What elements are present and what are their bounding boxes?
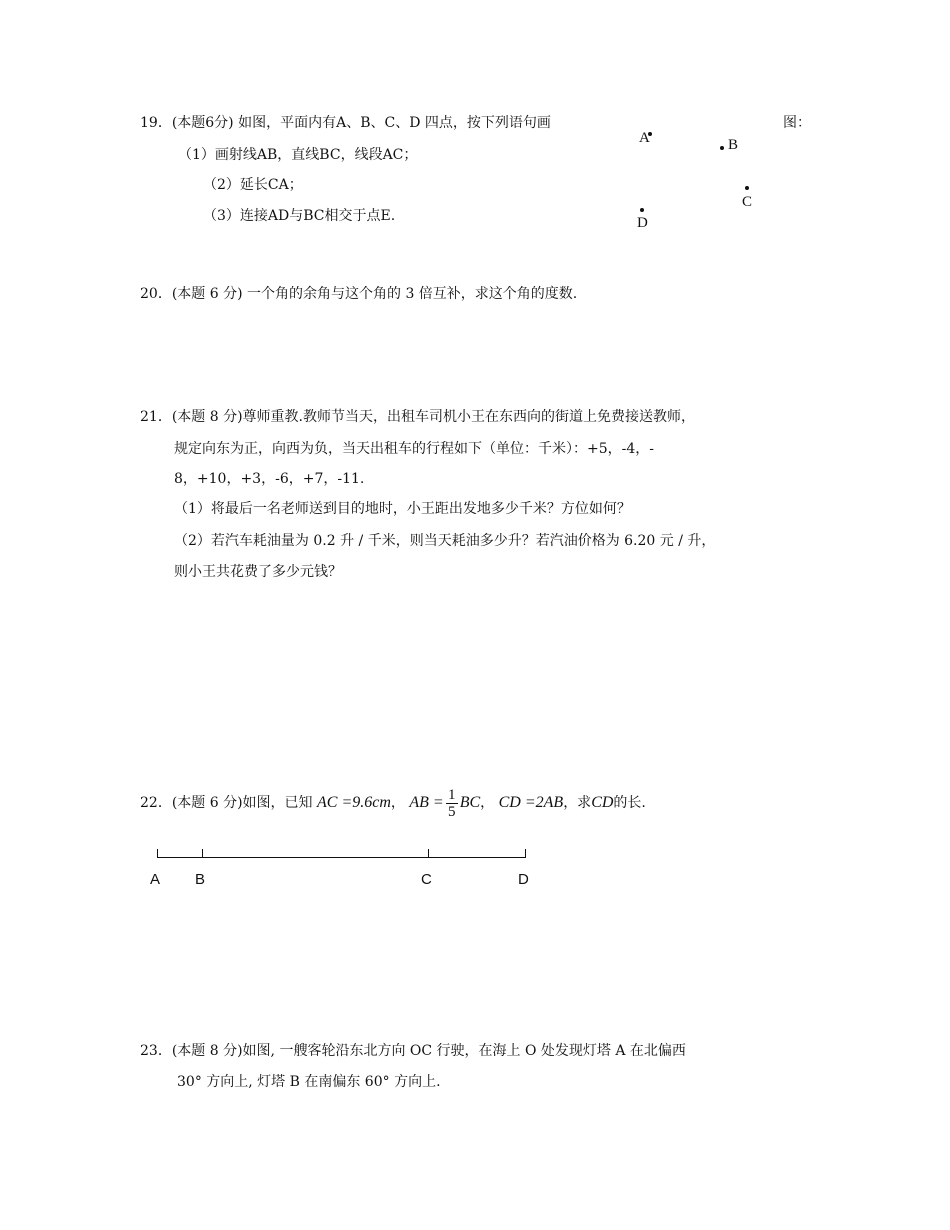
q22-sep-1: ，	[390, 795, 405, 811]
q22-eq-ab-right: BC	[459, 794, 481, 811]
tick-c	[428, 849, 429, 858]
q23-line-1: 23．(本题 8 分)如图, 一艘客轮沿东北方向 OC 行驶，在海上 O 处发现灯塔 A 在北偏西	[140, 1043, 686, 1059]
q22-fraction-denominator: 5	[447, 803, 456, 820]
point-c-dot	[745, 186, 749, 190]
q22-eq-cd-target: CD	[591, 794, 614, 811]
q19-stem: 19．(本题6分) 如图，平面内有A、B、C、D 四点，按下列语句画	[140, 115, 551, 131]
segment-label-a: A	[150, 871, 161, 888]
q22-suffix: 的长.	[613, 795, 646, 811]
q21-line-2: 规定向东为正，向西为负，当天出租车的行程如下（单位：千米）：+5，-4，-	[174, 441, 655, 457]
q22-eq-ab-left: AB =	[409, 794, 444, 811]
q19-item-1: （1）画射线AB，直线BC，线段AC；	[178, 147, 418, 163]
point-d-dot	[640, 208, 644, 212]
segment-label-d: D	[518, 871, 529, 888]
point-a-label: A	[639, 130, 650, 146]
tick-d	[525, 849, 526, 858]
point-b-label: B	[728, 137, 739, 153]
tick-b	[202, 849, 203, 858]
segment-label-c: C	[421, 871, 432, 888]
q23-line-2: 30° 方向上, 灯塔 B 在南偏东 60° 方向上.	[177, 1074, 441, 1090]
q22-stem	[140, 786, 646, 820]
q22-fraction-numerator: 1	[446, 787, 458, 804]
q22-prefix: 22．(本题 6 分)如图，已知	[140, 795, 313, 811]
q22-eq-cd: CD =2AB	[498, 794, 564, 811]
q21-item-2: （2）若汽车耗油量为 0.2 升 / 千米，则当天耗油多少升？若汽油价格为 6.20 元 / 升，	[174, 533, 716, 549]
q19-stem-tail: 图：	[783, 115, 811, 131]
q21-item-1: （1）将最后一名老师送到目的地时，小王距出发地多少千米？方位如何？	[174, 501, 631, 517]
q21-item-3: 则小王共花费了多少元钱？	[174, 564, 342, 580]
q22-sep-3: ，求	[563, 795, 592, 811]
tick-a	[157, 849, 158, 858]
q22-eq-ac: AC =9.6cm	[317, 794, 391, 811]
segment-label-b: B	[195, 871, 206, 888]
segment-line	[157, 857, 526, 858]
q22-fraction	[446, 787, 458, 820]
q22-sep-2: ，	[480, 795, 495, 811]
q19-item-2: （2）延长CA；	[203, 177, 303, 193]
q20-stem: 20．(本题 6 分) 一个角的余角与这个角的 3 倍互补，求这个角的度数.	[140, 286, 578, 302]
q21-line-3: 8，+10，+3，-6，+7，-11.	[174, 471, 365, 487]
point-b-dot	[720, 146, 724, 150]
point-d-label: D	[637, 215, 648, 231]
q19-item-3: （3）连接AD与BC相交于点E.	[203, 208, 396, 224]
point-c-label: C	[742, 194, 753, 210]
q21-line-1: 21．(本题 8 分)尊师重教.教师节当天，出租车司机小王在东西向的街道上免费接送教师，	[140, 409, 695, 425]
